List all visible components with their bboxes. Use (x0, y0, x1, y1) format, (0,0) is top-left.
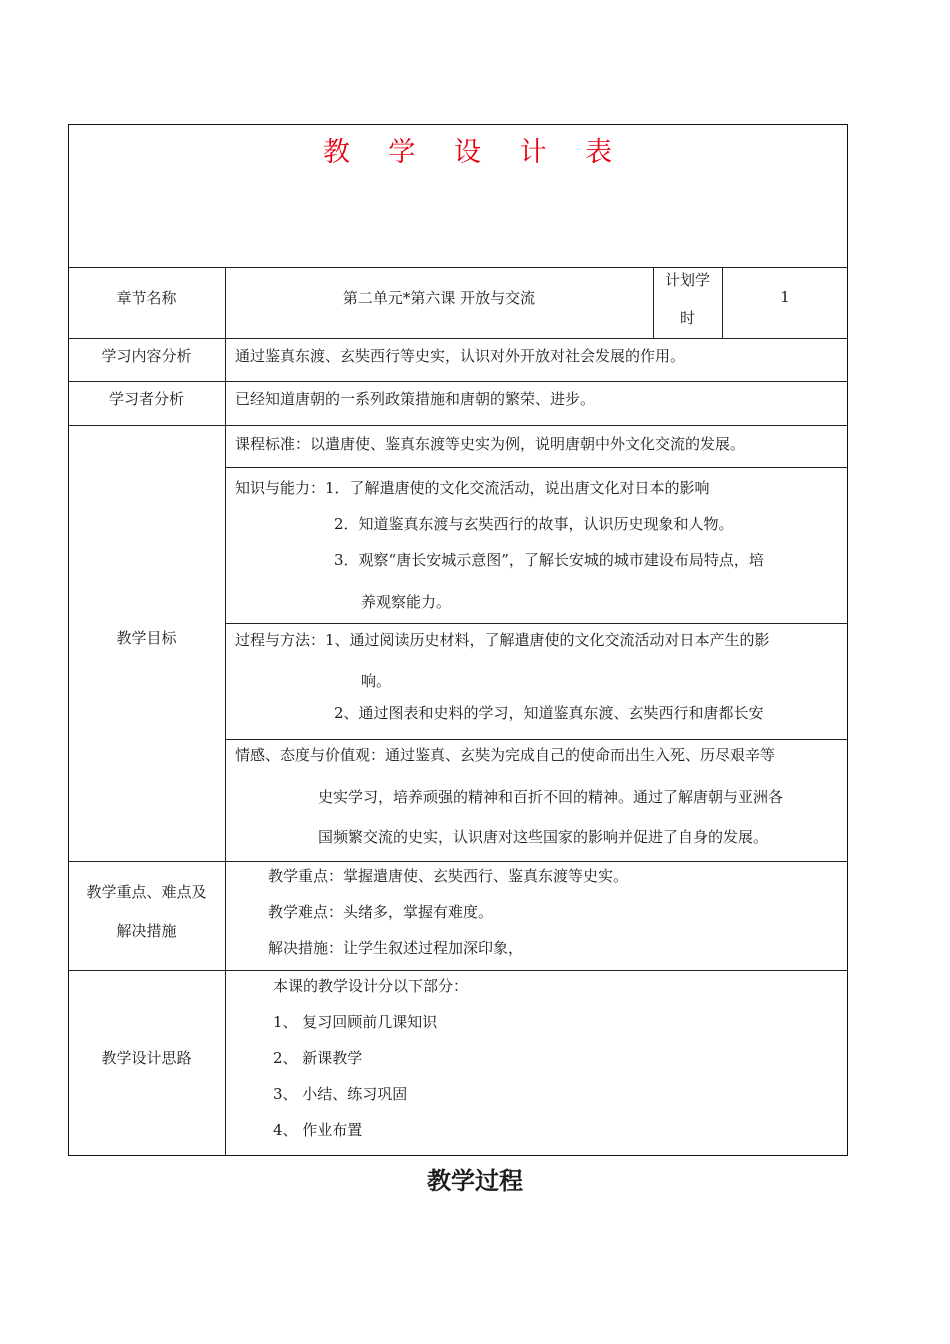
sub-row-divider (225, 467, 848, 468)
learner-analysis-label: 学习者分析 (108, 390, 184, 408)
emotion-attitude-3: 国频繁交流的史实，认识唐对这些国家的影响并促进了自身的发展。 (318, 828, 769, 846)
teaching-focus: 教学重点：掌握遣唐使、玄奘西行、鉴真东渡等史实。 (268, 867, 629, 885)
design-item: 1、 复习回顾前几课知识 (273, 1013, 438, 1031)
content-analysis-label: 学习内容分析 (101, 347, 192, 365)
row-divider (68, 970, 848, 971)
design-label: 教学设计思路 (101, 1049, 192, 1067)
emotion-attitude-2: 史实学习，培养顽强的精神和百折不回的精神。通过了解唐朝与亚洲各 (318, 788, 784, 806)
design-item: 2、 新课教学 (273, 1049, 363, 1067)
design-item: 4、 作业布置 (273, 1121, 363, 1139)
knowledge-ability-3: 3．观察“唐长安城示意图”，了解长安城的城市建设布局特点，培 (334, 551, 764, 569)
design-item: 3、 小结、练习巩固 (273, 1085, 408, 1103)
knowledge-ability-2: 2．知道鉴真东渡与玄奘西行的故事，认识历史现象和人物。 (334, 515, 734, 533)
emotion-attitude-1: 情感、态度与价值观：通过鉴真、玄奘为完成自己的使命而出生入死、历尽艰辛等 (235, 746, 776, 764)
teaching-difficulty: 教学难点：头绪多，掌握有难度。 (268, 903, 494, 921)
content-analysis-text: 通过鉴真东渡、玄奘西行等史实，认识对外开放对社会发展的作用。 (235, 347, 686, 365)
row-divider (68, 425, 848, 426)
process-method-1-cont: 响。 (361, 672, 392, 690)
curriculum-standard: 课程标准：以遣唐使、鉴真东渡等史实为例，说明唐朝中外文化交流的发展。 (235, 435, 746, 453)
solution-measures: 解决措施：让学生叙述过程加深印象， (268, 939, 524, 957)
row-divider (68, 267, 848, 268)
period-value: 1 (780, 288, 790, 306)
sub-row-divider (225, 739, 848, 740)
design-intro: 本课的教学设计分以下部分： (273, 977, 469, 995)
key-points-label-cont: 解决措施 (116, 922, 177, 940)
key-points-label: 教学重点、难点及 (86, 883, 207, 901)
chapter-name-value: 第二单元*第六课 开放与交流 (342, 289, 536, 307)
row-divider (68, 338, 848, 339)
learner-analysis-text: 已经知道唐朝的一系列政策措施和唐朝的繁荣、进步。 (235, 390, 596, 408)
row-divider (68, 861, 848, 862)
sub-row-divider (225, 623, 848, 624)
teaching-process-heading: 教学过程 (427, 1166, 523, 1195)
row-divider (68, 381, 848, 382)
table-title: 教 学 设 计 表 (322, 137, 628, 168)
process-method-1: 过程与方法：1、通过阅读历史材料，了解遣唐使的文化交流活动对日本产生的影 (235, 631, 770, 649)
chapter-name-label: 章节名称 (116, 289, 177, 307)
period-label-cont: 时 (679, 309, 695, 327)
column-divider (225, 267, 226, 1156)
process-method-2: 2、通过图表和史料的学习，知道鉴真东渡、玄奘西行和唐都长安 (334, 704, 764, 722)
period-label: 计划学 (664, 271, 710, 289)
knowledge-ability-3-cont: 养观察能力。 (361, 593, 452, 611)
knowledge-ability-1: 知识与能力：1．了解遣唐使的文化交流活动，说出唐文化对日本的影响 (235, 479, 710, 497)
objectives-label: 教学目标 (116, 629, 177, 647)
